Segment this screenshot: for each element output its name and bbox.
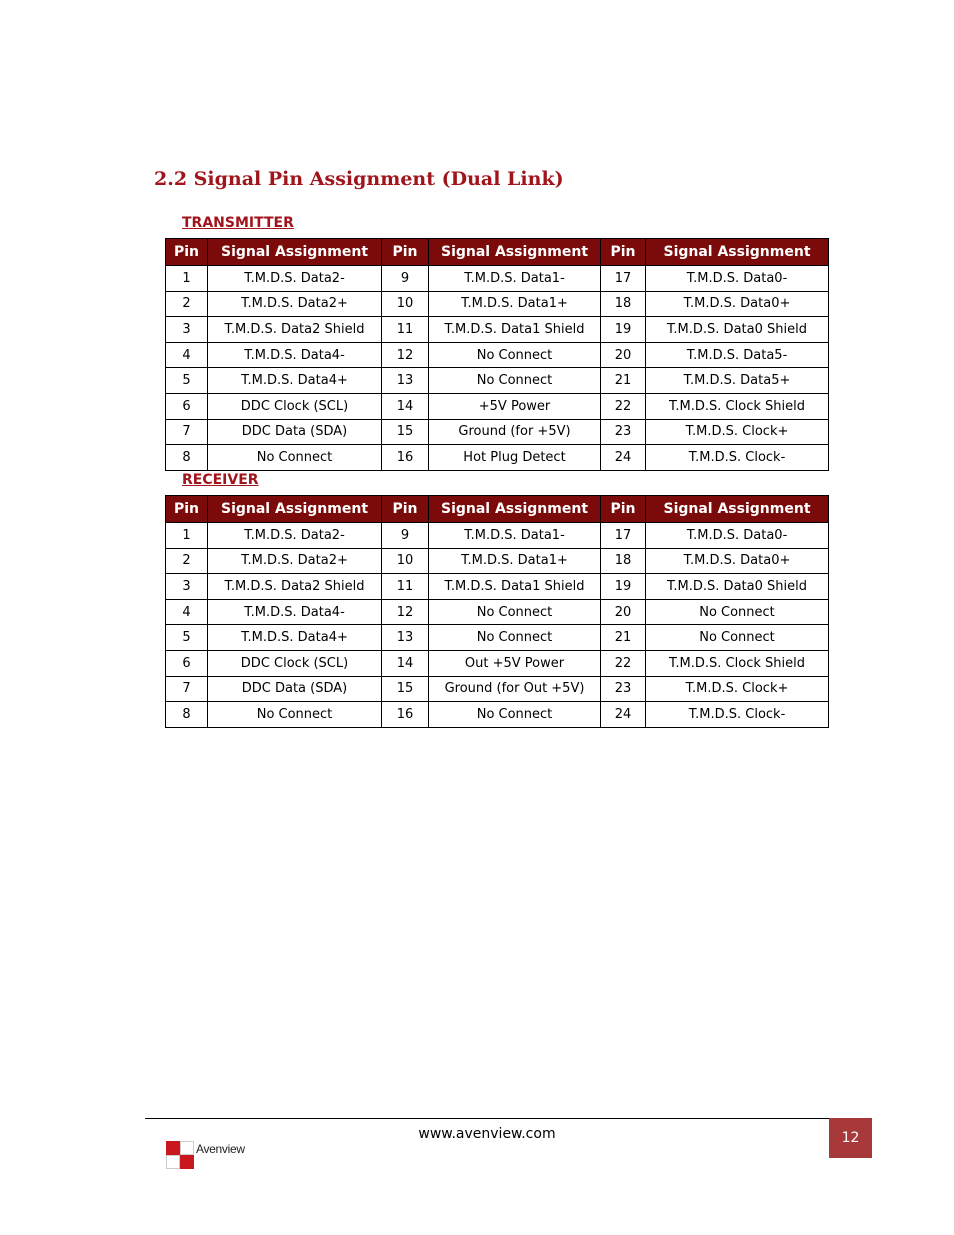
column-header-signal: Signal Assignment: [429, 239, 601, 266]
signal-cell: DDC Data (SDA): [208, 676, 382, 702]
pin-number-cell: 15: [382, 676, 429, 702]
column-header-signal: Signal Assignment: [646, 239, 829, 266]
table-row: [166, 523, 829, 549]
column-header-pin: Pin: [382, 496, 429, 523]
signal-cell: T.M.D.S. Data1 Shield: [429, 574, 601, 600]
pin-number-cell: 1: [166, 523, 208, 549]
signal-cell: T.M.D.S. Clock-: [646, 702, 829, 728]
pin-number-cell: 17: [601, 266, 646, 292]
pin-number-cell: 19: [601, 574, 646, 600]
signal-cell: T.M.D.S. Data2+: [208, 291, 382, 317]
pin-number-cell: 18: [601, 291, 646, 317]
pin-number-cell: 9: [382, 266, 429, 292]
pin-number-cell: 5: [166, 368, 208, 394]
signal-cell: +5V Power: [429, 393, 601, 419]
signal-cell: T.M.D.S. Data2+: [208, 548, 382, 574]
signal-cell: T.M.D.S. Data1-: [429, 266, 601, 292]
signal-cell: No Connect: [208, 445, 382, 471]
pin-number-cell: 12: [382, 599, 429, 625]
signal-cell: T.M.D.S. Clock+: [646, 676, 829, 702]
signal-cell: DDC Data (SDA): [208, 419, 382, 445]
signal-cell: T.M.D.S. Data2-: [208, 523, 382, 549]
pin-number-cell: 16: [382, 445, 429, 471]
pin-number-cell: 11: [382, 574, 429, 600]
column-header-signal: Signal Assignment: [208, 239, 382, 266]
table-row: [166, 574, 829, 600]
footer-url: www.avenview.com: [418, 1126, 556, 1142]
table-row: [166, 650, 829, 676]
column-header-pin: Pin: [382, 239, 429, 266]
signal-cell: T.M.D.S. Data5-: [646, 342, 829, 368]
column-header-pin: Pin: [166, 239, 208, 266]
signal-cell: Ground (for +5V): [429, 419, 601, 445]
table-row: [166, 317, 829, 343]
signal-cell: T.M.D.S. Data0+: [646, 548, 829, 574]
receiver-table: [165, 495, 829, 728]
table-row: [166, 445, 829, 471]
table-row: [166, 393, 829, 419]
page-number: 12: [829, 1118, 872, 1158]
pin-number-cell: 4: [166, 599, 208, 625]
column-header-pin: Pin: [166, 496, 208, 523]
signal-cell: No Connect: [208, 702, 382, 728]
pin-number-cell: 18: [601, 548, 646, 574]
logo-square-icon: [180, 1155, 194, 1169]
table-row: [166, 419, 829, 445]
pin-number-cell: 10: [382, 548, 429, 574]
pin-number-cell: 2: [166, 291, 208, 317]
pin-number-cell: 23: [601, 676, 646, 702]
pin-number-cell: 12: [382, 342, 429, 368]
column-header-pin: Pin: [601, 496, 646, 523]
signal-cell: T.M.D.S. Data4-: [208, 342, 382, 368]
signal-cell: T.M.D.S. Data4+: [208, 368, 382, 394]
pin-number-cell: 20: [601, 342, 646, 368]
signal-cell: T.M.D.S. Clock Shield: [646, 650, 829, 676]
pin-number-cell: 22: [601, 393, 646, 419]
signal-cell: No Connect: [429, 599, 601, 625]
column-header-signal: Signal Assignment: [429, 496, 601, 523]
signal-cell: Out +5V Power: [429, 650, 601, 676]
pin-number-cell: 10: [382, 291, 429, 317]
signal-cell: T.M.D.S. Data1-: [429, 523, 601, 549]
signal-cell: T.M.D.S. Data0 Shield: [646, 574, 829, 600]
signal-cell: T.M.D.S. Data2 Shield: [208, 317, 382, 343]
logo-square-icon: [166, 1155, 180, 1169]
signal-cell: No Connect: [429, 702, 601, 728]
signal-cell: T.M.D.S. Data2 Shield: [208, 574, 382, 600]
footer-divider: [145, 1118, 829, 1119]
section-heading: 2.2 Signal Pin Assignment (Dual Link): [154, 168, 564, 190]
signal-cell: T.M.D.S. Data0-: [646, 266, 829, 292]
pin-number-cell: 14: [382, 650, 429, 676]
pin-number-cell: 14: [382, 393, 429, 419]
pin-number-cell: 3: [166, 574, 208, 600]
pin-number-cell: 21: [601, 625, 646, 651]
pin-number-cell: 3: [166, 317, 208, 343]
pin-number-cell: 9: [382, 523, 429, 549]
signal-cell: DDC Clock (SCL): [208, 393, 382, 419]
avenview-logo: [164, 1140, 264, 1180]
transmitter-label: TRANSMITTER: [182, 215, 294, 231]
pin-number-cell: 7: [166, 676, 208, 702]
signal-cell: T.M.D.S. Data1+: [429, 548, 601, 574]
table-header-row: [166, 496, 829, 523]
receiver-label: RECEIVER: [182, 472, 259, 488]
pin-number-cell: 17: [601, 523, 646, 549]
pin-number-cell: 15: [382, 419, 429, 445]
table-row: [166, 599, 829, 625]
pin-number-cell: 23: [601, 419, 646, 445]
signal-cell: T.M.D.S. Clock Shield: [646, 393, 829, 419]
signal-cell: T.M.D.S. Clock+: [646, 419, 829, 445]
column-header-signal: Signal Assignment: [646, 496, 829, 523]
pin-number-cell: 13: [382, 625, 429, 651]
signal-cell: T.M.D.S. Clock-: [646, 445, 829, 471]
logo-square-icon: [166, 1141, 180, 1155]
signal-cell: T.M.D.S. Data0 Shield: [646, 317, 829, 343]
table-row: [166, 368, 829, 394]
table-row: [166, 342, 829, 368]
pin-number-cell: 24: [601, 445, 646, 471]
table-row: [166, 266, 829, 292]
signal-cell: T.M.D.S. Data4+: [208, 625, 382, 651]
table-row: [166, 702, 829, 728]
pin-number-cell: 6: [166, 650, 208, 676]
signal-cell: No Connect: [646, 625, 829, 651]
signal-cell: No Connect: [646, 599, 829, 625]
pin-number-cell: 5: [166, 625, 208, 651]
logo-text: Avenview: [196, 1142, 245, 1156]
pin-number-cell: 4: [166, 342, 208, 368]
signal-cell: Ground (for Out +5V): [429, 676, 601, 702]
table-row: [166, 548, 829, 574]
signal-cell: No Connect: [429, 368, 601, 394]
signal-cell: T.M.D.S. Data0+: [646, 291, 829, 317]
signal-cell: T.M.D.S. Data4-: [208, 599, 382, 625]
logo-square-icon: [180, 1141, 194, 1155]
table-row: [166, 291, 829, 317]
signal-cell: T.M.D.S. Data1 Shield: [429, 317, 601, 343]
pin-number-cell: 6: [166, 393, 208, 419]
pin-number-cell: 24: [601, 702, 646, 728]
signal-cell: T.M.D.S. Data5+: [646, 368, 829, 394]
signal-cell: T.M.D.S. Data1+: [429, 291, 601, 317]
pin-number-cell: 7: [166, 419, 208, 445]
pin-number-cell: 22: [601, 650, 646, 676]
pin-number-cell: 2: [166, 548, 208, 574]
pin-number-cell: 8: [166, 445, 208, 471]
signal-cell: T.M.D.S. Data0-: [646, 523, 829, 549]
pin-number-cell: 16: [382, 702, 429, 728]
signal-cell: Hot Plug Detect: [429, 445, 601, 471]
table-row: [166, 676, 829, 702]
signal-cell: No Connect: [429, 625, 601, 651]
pin-number-cell: 20: [601, 599, 646, 625]
table-row: [166, 625, 829, 651]
column-header-signal: Signal Assignment: [208, 496, 382, 523]
table-header-row: [166, 239, 829, 266]
pin-number-cell: 8: [166, 702, 208, 728]
signal-cell: No Connect: [429, 342, 601, 368]
pin-number-cell: 11: [382, 317, 429, 343]
pin-number-cell: 13: [382, 368, 429, 394]
column-header-pin: Pin: [601, 239, 646, 266]
signal-cell: T.M.D.S. Data2-: [208, 266, 382, 292]
signal-cell: DDC Clock (SCL): [208, 650, 382, 676]
pin-number-cell: 1: [166, 266, 208, 292]
pin-number-cell: 19: [601, 317, 646, 343]
pin-number-cell: 21: [601, 368, 646, 394]
transmitter-table: [165, 238, 829, 471]
